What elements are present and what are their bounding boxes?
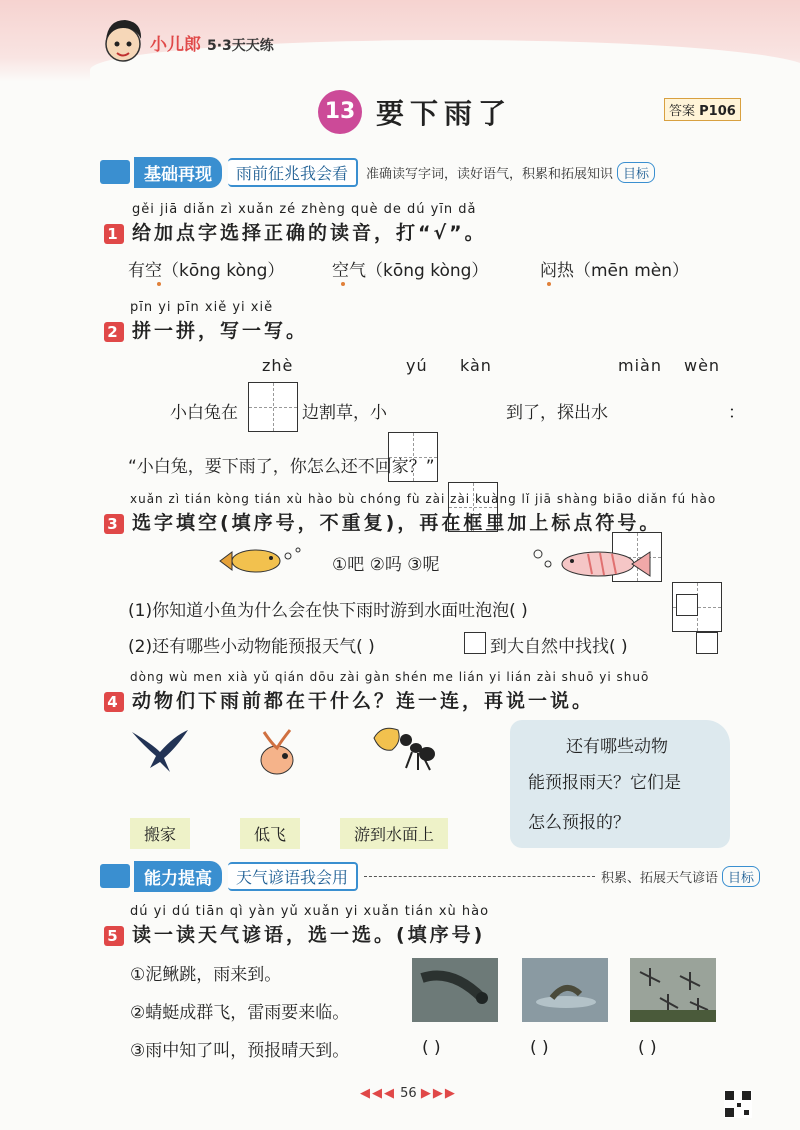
q1-pinyin: gěi jiā diǎn zì xuǎn zé zhèng què de dú yīn dǎ — [132, 202, 477, 217]
q2-quote: “小白兔，要下雨了，你怎么还不回家？” — [128, 457, 435, 477]
bubble-text: 怎么预报的？ — [528, 813, 630, 833]
q1-item: 有空（kōng kòng） — [128, 261, 285, 281]
q3-options: ①吧 ②吗 ③呢 — [332, 555, 440, 575]
pinyin-mian: miàn — [618, 356, 662, 375]
loach-photo — [412, 958, 498, 1022]
fish-icon — [252, 722, 302, 782]
q2-sentence-part: ： — [728, 403, 745, 423]
answer-option[interactable]: 低飞 — [240, 818, 300, 849]
answer-option[interactable]: 搬家 — [130, 818, 190, 849]
book-icon — [100, 864, 130, 888]
qr-code-icon — [724, 1090, 752, 1118]
section-advanced: 能力提高 天气谚语我会用 积累、拓展天气谚语 目标 — [100, 862, 760, 890]
q1-item: 空气（kōng kòng） — [332, 261, 489, 281]
q3-pinyin: xuǎn zì tián kòng tián xù hào bù chóng fù zài zài kuàng lǐ jiā shàng biāo diǎn fú hào — [130, 492, 717, 506]
pinyin-yu: yú — [406, 356, 428, 375]
pinyin-kan: kàn — [460, 356, 492, 375]
section-basic: 基础再现 雨前征兆我会看 准确读写字词，读好语气，积累和拓展知识 目标 — [100, 158, 760, 186]
punctuation-box[interactable] — [464, 632, 486, 654]
q2-pinyin: pīn yi pīn xiě yi xiě — [130, 300, 274, 315]
page-number: ◀◀◀ 56 ▶▶▶ — [360, 1086, 457, 1101]
book-icon — [100, 160, 130, 184]
lesson-title: 要下雨了 — [376, 97, 513, 130]
saying: ①泥鳅跳，雨来到。 — [130, 965, 282, 985]
q4-pinyin: dòng wù men xià yǔ qián dōu zài gàn shén me lián yi lián zài shuō yi shuō — [130, 670, 650, 684]
emphasis-dot — [157, 282, 161, 286]
answer-ref: 答案 P106 — [664, 98, 741, 121]
mascot-icon — [98, 14, 148, 66]
ant-icon — [372, 720, 436, 772]
q2-title: 2 拼一拼，写一写。 — [104, 316, 308, 343]
emphasis-dot — [547, 282, 551, 286]
fish-icon — [216, 544, 306, 578]
emphasis-dot — [341, 282, 345, 286]
answer-option[interactable]: 游到水面上 — [340, 818, 448, 849]
bubble-text: 能预报雨天？它们是 — [528, 773, 681, 793]
q2-sentence-part: 边割草，小 — [302, 403, 387, 423]
saying: ②蜻蜓成群飞，雷雨要来临。 — [130, 1003, 350, 1023]
q3-line: 到大自然中找找( ) — [490, 637, 628, 657]
fish-jump-photo — [522, 958, 608, 1022]
punctuation-box[interactable] — [696, 632, 718, 654]
bubble-text: 还有哪些动物 — [566, 737, 668, 757]
swallow-icon — [130, 726, 190, 774]
q4-title: 4 动物们下雨前都在干什么？连一连，再说一说。 — [104, 686, 594, 713]
q1-item: 闷热（mēn mèn） — [540, 261, 689, 281]
answer-blank[interactable]: ( ) — [422, 1038, 441, 1058]
dotted-rule — [364, 875, 595, 877]
pinyin-zhe: zhè — [262, 356, 294, 375]
q1-title: 1 给加点字选择正确的读音，打“√”。 — [104, 218, 487, 245]
writing-grid[interactable] — [248, 382, 298, 432]
q3-line: (2)还有哪些小动物能预报天气( ) — [128, 637, 375, 657]
q2-sentence-part: 到了，探出水 — [506, 403, 608, 423]
q3-title: 3 选字填空(填序号，不重复)，再在框里加上标点符号。 — [104, 508, 661, 535]
q2-sentence-part: 小白兔在 — [170, 403, 238, 423]
pinyin-wen: wèn — [684, 356, 721, 375]
fish-icon — [532, 544, 652, 580]
punctuation-box[interactable] — [676, 594, 698, 616]
dragonflies-photo — [630, 958, 716, 1022]
q3-line: (1)你知道小鱼为什么会在快下雨时游到水面吐泡泡( ) — [128, 601, 528, 621]
lesson-number-badge: 13 — [318, 90, 362, 134]
answer-blank[interactable]: ( ) — [530, 1038, 549, 1058]
series-title: 小儿郎 5·3天天练 — [150, 35, 274, 55]
q5-pinyin: dú yi dú tiān qì yàn yǔ xuǎn yi xuǎn tián xù hào — [130, 904, 490, 919]
answer-blank[interactable]: ( ) — [638, 1038, 657, 1058]
q5-title: 5 读一读天气谚语，选一选。(填序号) — [104, 920, 485, 947]
saying: ③雨中知了叫，预报晴天到。 — [130, 1041, 350, 1061]
